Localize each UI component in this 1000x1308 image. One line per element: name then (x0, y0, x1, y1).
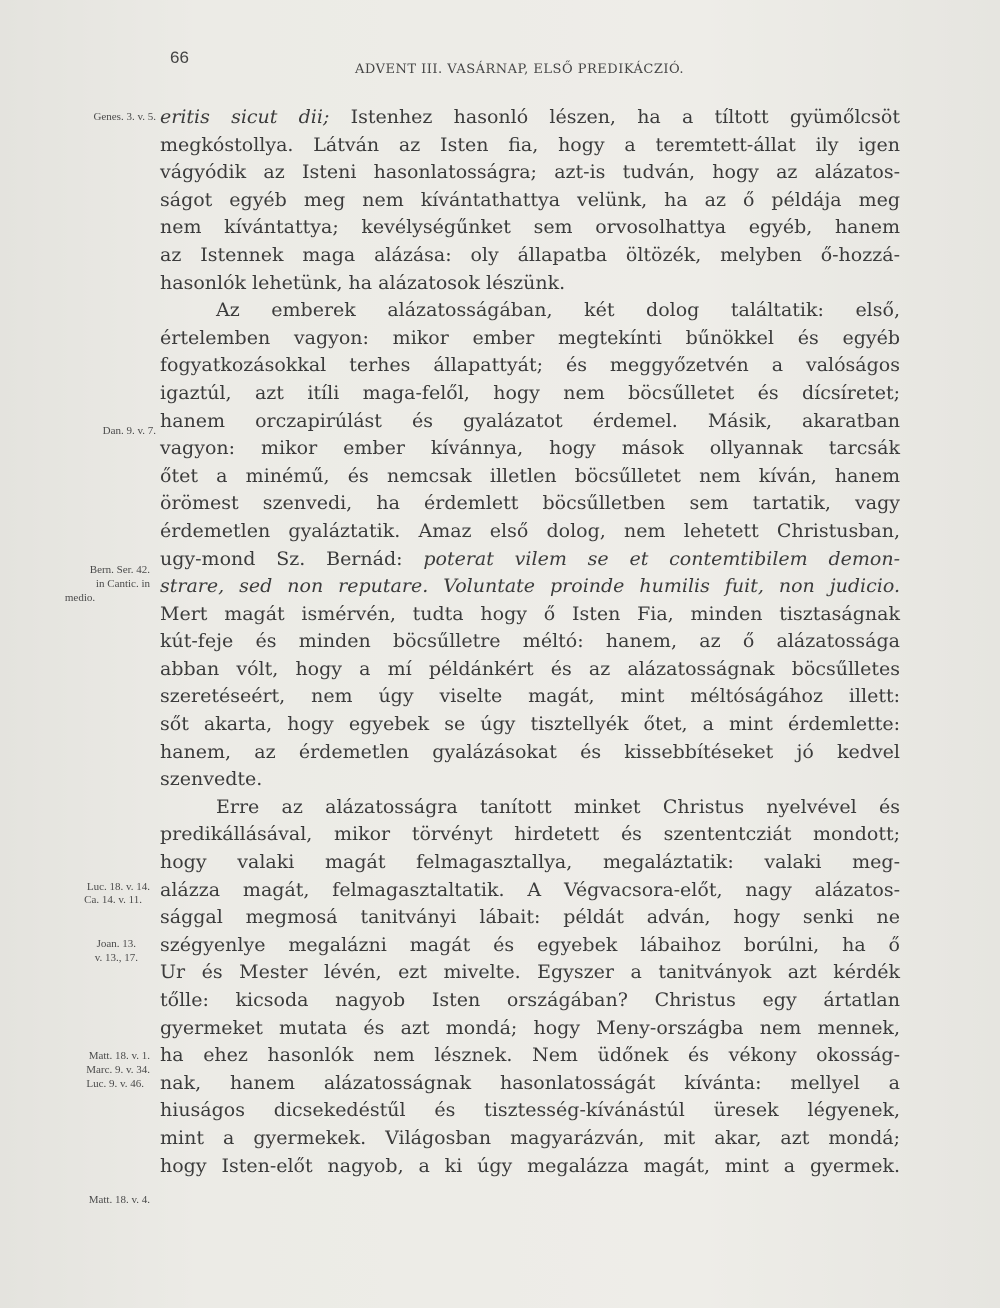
margin-note: Luc. 9. v. 46. (86, 1078, 144, 1090)
margin-note: Matt. 18. v. 4. (88, 1194, 150, 1206)
page-number: 66 (170, 48, 189, 67)
text-line: eritis sicut dii; Istenhez hasonló lészen, ha a tíltott gyümőlcsöt (160, 106, 900, 128)
text-line: szeretéseért, nem úgy viselte magát, mint méltóságához illett: (160, 685, 900, 708)
margin-note: Joan. 13. (96, 938, 136, 950)
text-line: kút-feje és minden böcsűlletre méltó: hanem, az ő alázatossága (160, 630, 900, 653)
text-line: hogy Isten-előt nagyob, a ki úgy megalázza magát, mint a gyermek. (160, 1154, 900, 1177)
text-line: sőt akarta, hogy egyebek se úgy tisztellyék őtet, a mint érdemlette: (160, 713, 900, 736)
text-line: hanem orczapirúlást és gyalázatot érdemel. Másik, akaratban (160, 409, 900, 432)
text-line: predikállásával, mikor törvényt hirdetett és szententcziát mondott; (160, 823, 900, 846)
running-head: ADVENT III. VASÁRNAP, ELSŐ PREDIKÁCZIÓ. (355, 62, 685, 77)
margin-note: Bern. Ser. 42. (89, 564, 150, 576)
margin-note: Matt. 18. v. 1. (88, 1050, 150, 1062)
text-line: érdemetlen gyaláztatik. Amaz első dolog, nem lehetett Christusban, (160, 519, 900, 542)
text-line: az Istennek maga alázása: oly állapatba öltözék, melyben ő-hozzá- (160, 243, 900, 266)
margin-note: in Cantic. in (95, 578, 150, 590)
text-line: szégyenlye megalázni magát és egyebek lábaihoz borúlni, ha ő (160, 933, 900, 956)
body-text (160, 104, 900, 1180)
text-line: fogyatkozásokkal terhes állapattyát; és meggyőzetvén a valóságos (160, 354, 900, 377)
text-line: hasonlók lehetünk, ha alázatosok lészünk. (160, 271, 566, 294)
text-line: strare, sed non reputare. Voluntate proinde humilis fuit, non judicio. (160, 575, 900, 598)
margin-note: Genes. 3. v. 5. (93, 111, 156, 123)
text-line: hiuságos dicsekedéstűl és tisztesség-kívánástúl üresek légyenek, (160, 1099, 900, 1122)
text-line: Ur és Mester lévén, ezt mivelte. Egyszer a tanitványok azt kérdék (160, 961, 900, 984)
text-line: őtet a minémű, és nemcsak illetlen böcsűlletet nem kíván, hanem (160, 464, 900, 487)
margin-note: Luc. 18. v. 14. (86, 881, 150, 893)
text-line: Az emberek alázatosságában, két dolog találtatik: első, (216, 299, 900, 322)
text-line: megkóstollya. Látván az Isten fia, hogy a teremtett-állat ily igen (160, 133, 900, 156)
text-line: ságot egyéb meg nem kívántathattya velünk, ha az ő példája meg (160, 188, 900, 211)
text-line: hogy valaki magát felmagasztallya, megaláztatik: valaki meg- (160, 851, 900, 874)
text-line: vagyon: mikor ember kívánnya, hogy mások ollyannak tarcsák (160, 437, 900, 460)
text-line: Mert magát ismérvén, tudta hogy ő Isten Fia, minden tisztaságnak (160, 602, 900, 625)
text-line: tőlle: kicsoda nagyob Isten országában? Christus egy ártatlan (160, 989, 900, 1011)
text-line: szenvedte. (160, 768, 263, 791)
text-line: abban vólt, hogy a mí példánkért és az alázatosságnak böcsűlletes (160, 657, 900, 680)
margin-note: Marc. 9. v. 34. (86, 1064, 150, 1076)
text-line: nem kívántattya; kevélységűnket sem orvosolhattya egyéb, hanem (160, 216, 900, 239)
margin-note: Dan. 9. v. 7. (102, 425, 156, 437)
margin-note: medio. (64, 592, 96, 604)
text-line: alázza magát, felmagasztaltatik. A Végvacsora-előt, nagy alázatos- (160, 878, 900, 901)
text-line: gyermeket mutata és azt mondá; hogy Meny-országba nem mennek, (160, 1016, 900, 1039)
text-line: Erre az alázatosságra tanított minket Christus nyelvével és (216, 795, 900, 818)
text-line: ugy-mond Sz. Bernád: poterat vilem se et contemtibilem demon- (160, 547, 900, 570)
text-line: értelemben vagyon: mikor ember megtekínti bűnökkel és egyéb (160, 326, 900, 349)
text-line: ha ehez hasonlók nem lésznek. Nem üdőnek és vékony okosság- (160, 1044, 900, 1067)
text-line: nak, hanem alázatosságnak hasonlatosságát kívánta: mellyel a (160, 1071, 900, 1094)
text-line: hanem, az érdemetlen gyalázásokat és kissebbítéseket jó kedvel (160, 740, 900, 763)
margin-note: Ca. 14. v. 11. (84, 894, 142, 906)
text-line: örömest szenvedi, ha érdemlett böcsűlletben sem tartatik, vagy (160, 492, 900, 515)
text-line: igaztúl, azt itíli maga-felől, hogy nem böcsűlletet és dícsíretet; (160, 381, 900, 404)
text-line: vágyódik az Isteni hasonlatosságra; azt-is tudván, hogy az alázatos- (160, 161, 900, 184)
text-line: sággal megmosá tanitványi lábait: példát adván, hogy senki ne (160, 906, 900, 929)
text-line: mint a gyermekek. Világosban magyarázván, mit akar, azt mondá; (160, 1126, 900, 1149)
margin-note: v. 13., 17. (94, 952, 138, 964)
